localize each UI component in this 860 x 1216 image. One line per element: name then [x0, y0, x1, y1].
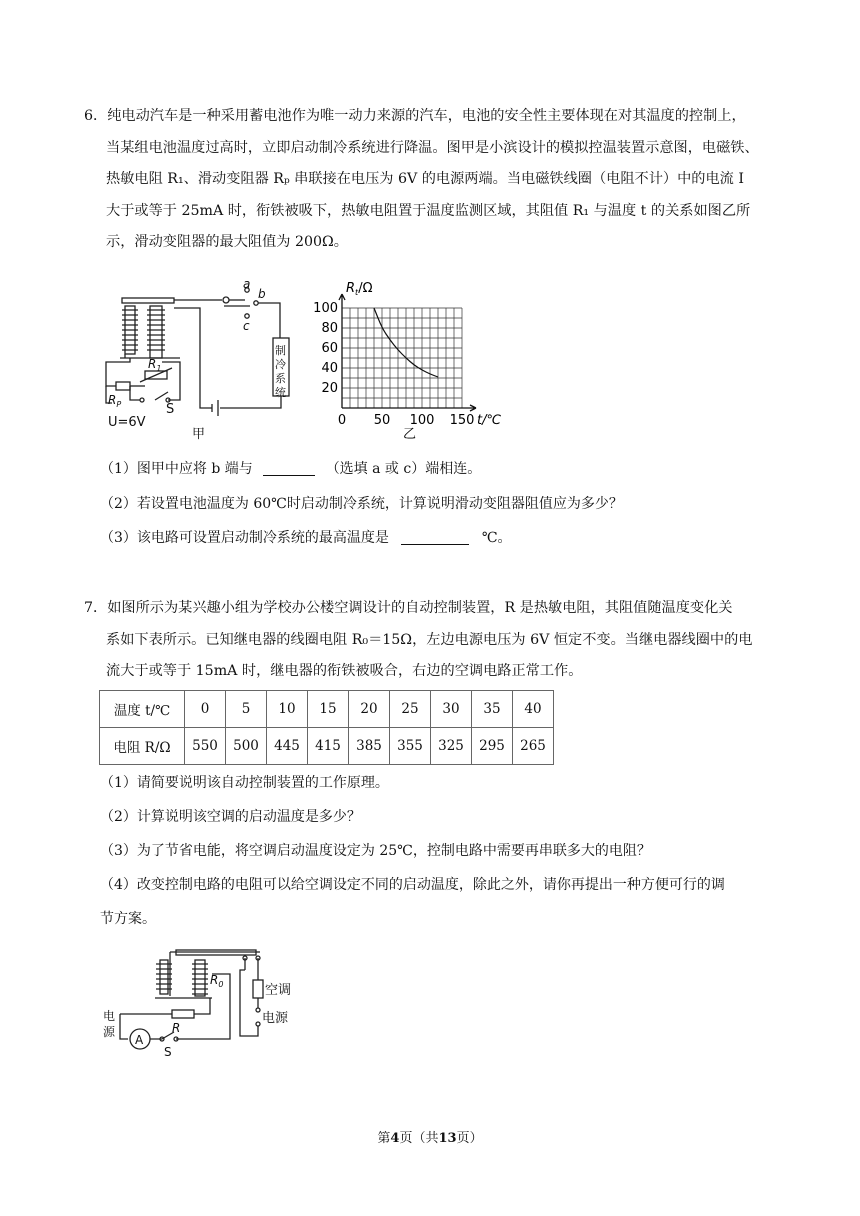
switch-s-label: S [164, 1045, 172, 1059]
answer-blank[interactable] [401, 528, 469, 545]
q6-line: 热敏电阻 R₁、滑动变阻器 Rₚ 串联接在电压为 6V 的电源两端。当电磁铁线圈（电阻不计）中的电流 I [106, 171, 744, 187]
footer-text: 页） [456, 1131, 483, 1146]
x-tick-label: 150 [449, 413, 475, 428]
q7-line: 7．如图所示为某兴趣小组为学校办公楼空调设计的自动控制装置，R 是热敏电阻，其阻值随温度变化关 [84, 600, 733, 616]
left-source-label: 源 [103, 1025, 116, 1039]
q6-sub1-text-end: （选填 a 或 c）端相连。 [325, 461, 482, 477]
y-axis [339, 294, 345, 408]
terminal-b-label: b [258, 287, 266, 301]
r0-label: $R_0$ [210, 973, 224, 989]
table-cell: 415 [308, 728, 349, 765]
table-cell: 385 [349, 728, 390, 765]
q6-sub1-text: （1）图甲中应将 b 端与 [100, 461, 253, 477]
table-cell: 445 [267, 728, 308, 765]
table-cell: 40 [513, 691, 554, 728]
chart-grid [342, 308, 462, 408]
table-cell: 5 [226, 691, 267, 728]
q6-sub3 [100, 526, 511, 550]
table-row [100, 728, 554, 765]
q7-line: 系如下表所示。已知继电器的线圈电阻 R₀＝15Ω，左边电源电压为 6V 恒定不变。当继电器线圈中的电 [106, 631, 753, 648]
q6-sub1 [100, 457, 481, 481]
table-cell: 25 [390, 691, 431, 728]
chart-xlabel: t/℃ [477, 413, 502, 428]
q7-sub4: （4）改变控制电路的电阻可以给空调设定不同的启动温度，除此之外，请你再提出一种方便可行的调 [100, 877, 725, 893]
switch-s-label: S [166, 402, 175, 417]
right-source-label: 电源 [262, 1011, 289, 1026]
table-cell: 10 [267, 691, 308, 728]
q6-line: 大于或等于 25mA 时，衔铁被吸下，热敏电阻置于温度监测区域，其阻值 R₁ 与温度 t 的关系如图乙所 [106, 202, 751, 219]
chart-ticks [313, 301, 474, 428]
cooling-char: 统 [275, 386, 286, 399]
table-header-cell: 电阻 R/Ω [100, 728, 185, 765]
total-pages: 13 [438, 1131, 457, 1146]
relay-circuit-figure [100, 944, 300, 1064]
x-tick-label: 0 [337, 413, 347, 428]
terminal-a-label: a [243, 278, 251, 291]
table-row [100, 691, 554, 728]
y-tick-label: 100 [313, 301, 338, 316]
q7-sub3: （3）为了节省电能，将空调启动温度设定为 25℃，控制电路中需要再串联多大的电阻？ [100, 843, 651, 859]
y-tick-label: 80 [321, 321, 338, 336]
y-tick-label: 20 [321, 381, 338, 396]
y-tick-label: 60 [321, 341, 338, 356]
q6-sub2: （2）若设置电池温度为 60℃时启动制冷系统，计算说明滑动变阻器阻值应为多少？ [100, 496, 623, 512]
cooling-char: 系 [275, 372, 286, 385]
table-cell: 20 [349, 691, 390, 728]
left-source-label: 电 [103, 1009, 116, 1023]
figure-yi-caption: 乙 [403, 427, 417, 442]
table-cell: 15 [308, 691, 349, 728]
table-cell: 0 [185, 691, 226, 728]
x-tick-label: 50 [373, 413, 391, 428]
q6-stem [84, 101, 779, 259]
page-number: 4 [390, 1131, 400, 1146]
resistance-temperature-table [99, 690, 554, 765]
table-header-cell: 温度 t/℃ [100, 691, 185, 728]
q7-stem [84, 593, 779, 688]
table-cell: 295 [472, 728, 513, 765]
ammeter-icon: A [135, 1033, 144, 1047]
voltage-label: U=6V [108, 415, 146, 430]
chart-ylabel: $R_t/\Omega$ [346, 281, 373, 297]
q6-sub3-text: （3）该电路可设置启动制冷系统的最高温度是 [100, 530, 389, 546]
figure-jia-circuit [100, 278, 310, 443]
table-cell: 325 [431, 728, 472, 765]
r-label: R [172, 1021, 181, 1035]
q7-sub1: （1）请简要说明该自动控制装置的工作原理。 [100, 775, 389, 791]
q7-sub4-cont: 节方案。 [100, 911, 156, 927]
r1-label: $R_1$ [148, 357, 162, 373]
table-cell: 355 [390, 728, 431, 765]
page-footer [0, 1127, 860, 1146]
answer-blank[interactable] [263, 459, 315, 476]
x-tick-label: 100 [409, 413, 435, 428]
cooling-char: 冷 [275, 358, 286, 371]
q6-line: 示，滑动变阻器的最大阻值为 200Ω。 [106, 234, 348, 250]
q6-sub3-unit: ℃。 [481, 530, 512, 546]
ac-label: 空调 [265, 983, 292, 998]
table-cell: 550 [185, 728, 226, 765]
table-cell: 30 [431, 691, 472, 728]
table-cell: 35 [472, 691, 513, 728]
rp-label: $R_P$ [108, 393, 122, 409]
q7-sub2: （2）计算说明该空调的启动温度是多少？ [100, 809, 361, 825]
figure-yi-chart [312, 278, 507, 443]
chart-axes [339, 294, 476, 411]
figure-jia-caption: 甲 [192, 427, 206, 442]
table-cell: 500 [226, 728, 267, 765]
terminal-c-label: c [243, 319, 250, 333]
table-cell: 265 [513, 728, 554, 765]
cooling-char: 制 [275, 344, 286, 357]
footer-text: 页（共 [399, 1131, 439, 1146]
q7-line: 流大于或等于 15mA 时，继电器的衔铁被吸合，右边的空调电路正常工作。 [106, 663, 583, 679]
footer-text: 第 [377, 1131, 391, 1146]
x-axis [342, 405, 476, 411]
q6-line: 6．纯电动汽车是一种采用蓄电池作为唯一动力来源的汽车，电池的安全性主要体现在对其温度的控制上， [84, 108, 746, 124]
q6-line: 当某组电池温度过高时，立即启动制冷系统进行降温。图甲是小滨设计的模拟控温装置示意图，电磁铁、 [106, 139, 759, 156]
y-tick-label: 40 [321, 361, 338, 376]
